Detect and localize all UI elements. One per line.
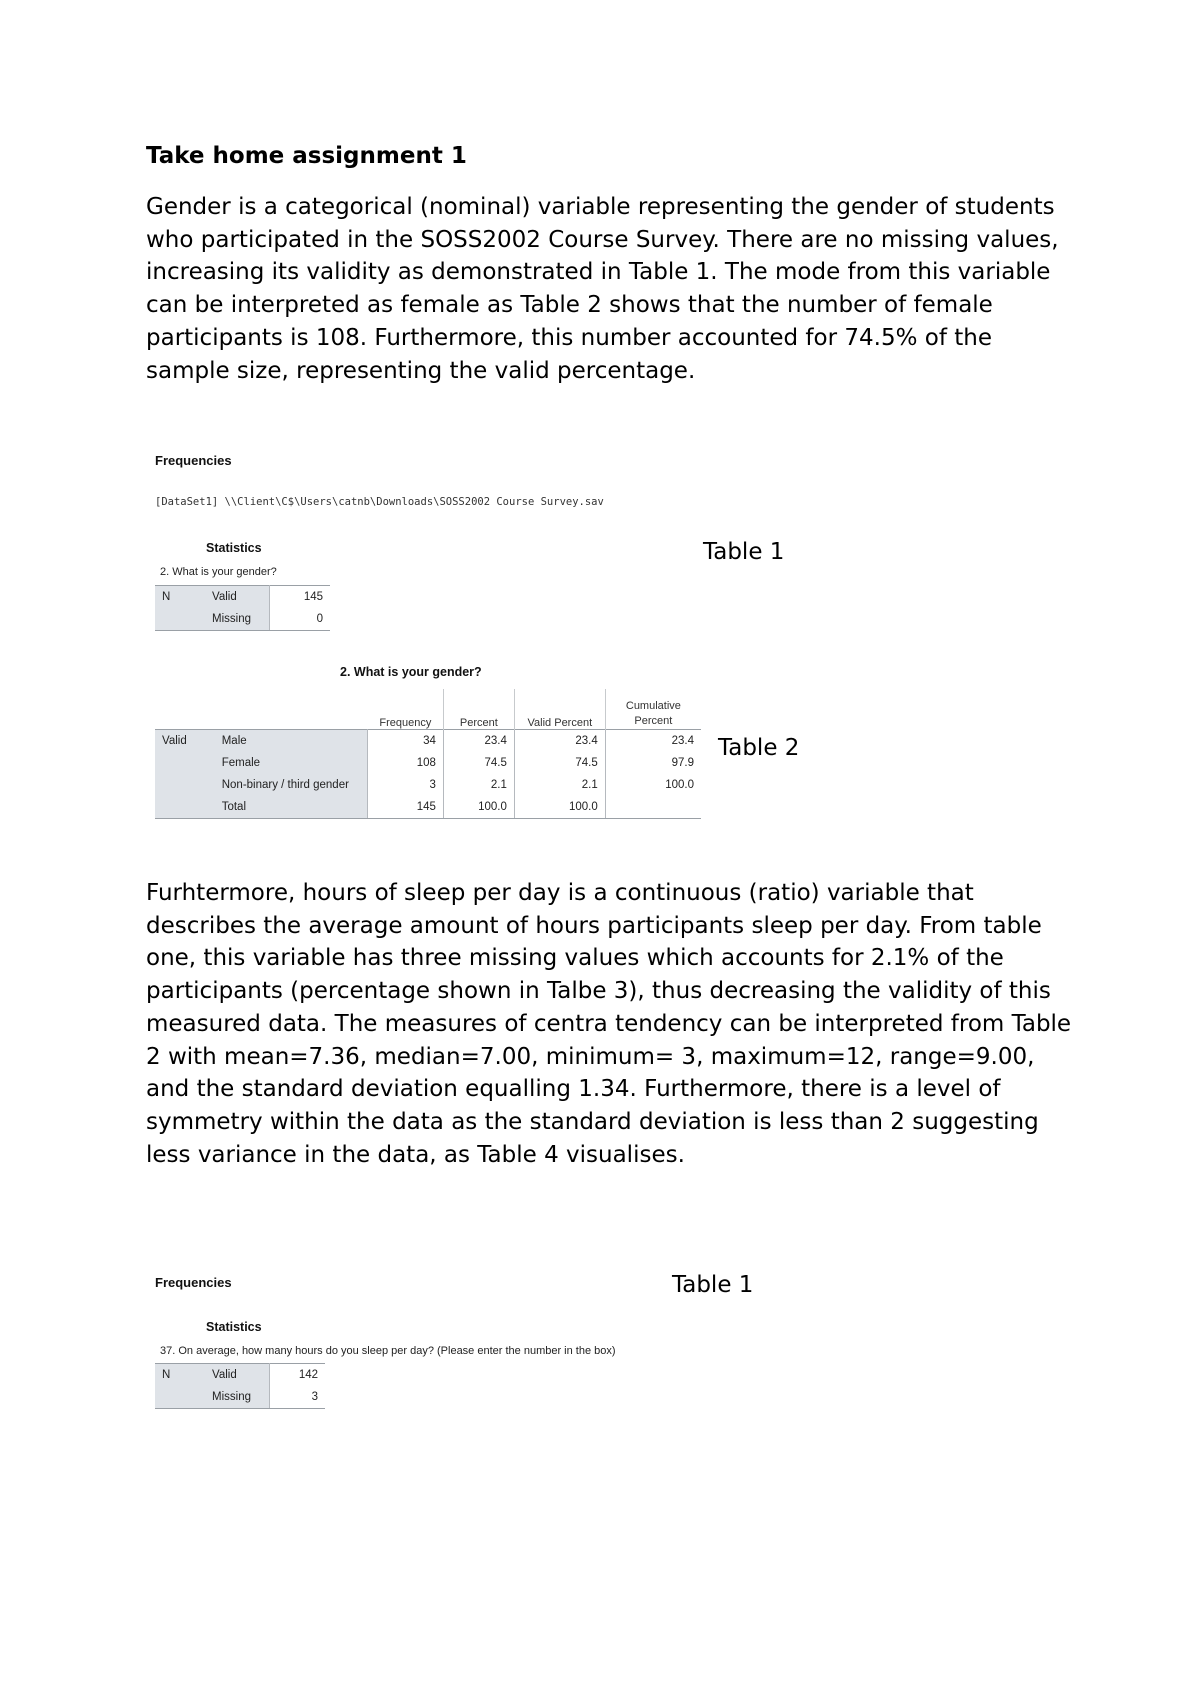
statistics-table-gender: [155, 585, 330, 631]
statistics-question: 37. On average, how many hours do you sleep per day? (Please enter the number in the box): [160, 1345, 616, 1357]
missing-label: Missing: [205, 608, 270, 631]
statistics-heading: Statistics: [206, 1320, 262, 1334]
table1-label-sleep: Table 1: [672, 1272, 754, 1298]
row-label: Total: [215, 796, 368, 819]
frequency-table-title: 2. What is your gender?: [340, 665, 482, 679]
col-valid-percent: Valid Percent: [514, 689, 605, 729]
frequencies-heading: Frequencies: [155, 453, 232, 468]
valid-label: Valid: [205, 586, 270, 609]
statistics-question: 2. What is your gender?: [160, 566, 277, 578]
paragraph-sleep: Furhtermore, hours of sleep per day is a continuous (ratio) variable that describes the average amount of hours participants sleep per day. From table one, this variable has three missing values which accounts for 2.1% of the participants (percentage shown in Talbe 3), thus decreasing the validity of this measured data. The measures of centra tendency can be interpreted from Table 2 with mean=7.36, median=7.00, minimum= 3, maximum=12, range=9.00, and the standard deviation equalling 1.34. Furthermore, there is a level of symmetry within the data as the standard deviation is less than 2 suggesting less variance in the data, as Table 4 visualises.: [146, 880, 1072, 1168]
n-label: N: [155, 586, 205, 609]
n-label: N: [155, 1364, 205, 1387]
dataset-path: [DataSet1] \\Client\C$\Users\catnb\Downloads\SOSS2002 Course Survey.sav: [155, 496, 604, 508]
row-label: Male: [215, 729, 368, 752]
statistics-heading: Statistics: [206, 541, 262, 555]
col-frequency: Frequency: [368, 689, 444, 729]
group-label: Valid: [155, 729, 215, 752]
missing-value: 0: [270, 608, 331, 631]
frequency-table-gender: [155, 689, 701, 819]
col-percent: Percent: [443, 689, 514, 729]
table2-label: Table 2: [718, 735, 800, 761]
row-label: Non-binary / third gender: [215, 774, 368, 796]
table-row: Female 108 74.5 74.5 97.9: [155, 752, 701, 774]
missing-label: Missing: [205, 1386, 270, 1409]
missing-value: 3: [270, 1386, 326, 1409]
statistics-table-sleep: [155, 1363, 325, 1409]
frequencies-heading: Frequencies: [155, 1275, 232, 1290]
table-row: Valid Male 34 23.4 23.4 23.4: [155, 729, 701, 752]
table1-label: Table 1: [703, 539, 785, 565]
valid-value: 142: [270, 1364, 326, 1387]
valid-label: Valid: [205, 1364, 270, 1387]
table-row: Non-binary / third gender 3 2.1 2.1 100.0: [155, 774, 701, 796]
page-title: Take home assignment 1: [146, 143, 467, 169]
col-cumulative-percent: Cumulative Percent: [625, 699, 681, 727]
row-label: Female: [215, 752, 368, 774]
paragraph-gender: Gender is a categorical (nominal) variable representing the gender of students who participated in the SOSS2002 Course Survey. There are no missing values, increasing its validity as demonstrated in Table 1. The mode from this variable can be interpreted as female as Table 2 shows that the number of female participants is 108. Furthermore, this number accounted for 74.5% of the sample size, representing the valid percentage.: [146, 194, 1059, 384]
table-row: Total 145 100.0 100.0: [155, 796, 701, 819]
valid-value: 145: [270, 586, 331, 609]
